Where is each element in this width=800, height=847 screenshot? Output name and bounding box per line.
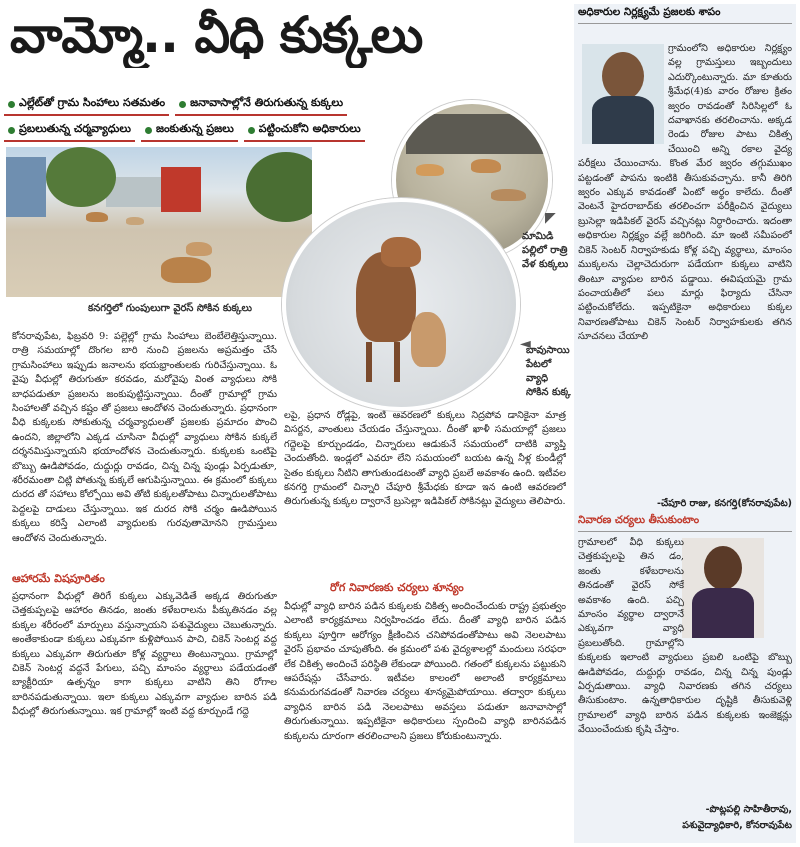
sidebar1-text: గ్రామంలోని అధికారుల నిర్లక్ష్యం వల్ల గ్రామస్తులు ఇబ్బందులు ఎదుర్కొంటున్నారు. మా కూతురు శ్రీమేధ(4)కు వారం రోజుల క్రితం జ్వరం రావడంతో సిరిసిల్లలో ఓ దవాఖానకు తరలించాను. అక్కడ రెండు రోజుల పాటు చికిత్స చేయించి అన్ని రకాల వైద్య పరీక్షలు చేయించాను. కొంత మేర జ్వరం తగ్గుముఖం పట్టడంతో పాపను ఇంటికి తీసుకువచ్చాను. కానీ తిరిగి జ్వరం ఎక్కువ కావడంతో ఏంటో అర్థం కాలేదు. దీంతో వెంటనే హైదరాబాద్‌కు తరలించగా పరీక్షించిన వైద్యులు బ్రుసెల్లా ఇడిపికల్‌ వైరస్‌ వచ్చినట్లు నిర్ధారించారు. ఇదంతా అధికారుల నిర్లక్ష్యం వల్లే జరిగింది. మా ఇంటి సమీపంలో చికెన్‌ సెంటర్‌ నిర్వాహకుడు కోళ్ల పచ్చి వ్యర్థాలు, మాంసం ముక్కలను చెల్లాచెదురుగా పడేయగా కుక్కలు వాటిని తింటూ వ్యాధుల బారిన పడ్డాయి. ఈవిషయమై గ్రామ పంచాయతీలో పలు మార్లు ఫిర్యాదు చేసినా పట్టించుకోలేదు. ఇప్పటికైనా అధికారులు కుక్కల నివారణతోపాటు చికెన్‌ సెంటర్‌ నిర్వాహకులకు తగిన సూచనలు చేయాలి <box>578 43 792 343</box>
tag-item: జంకుతున్న ప్రజలు <box>141 120 238 142</box>
sick-dog-photo <box>282 198 520 411</box>
article-col2-prevention: వీధుల్లో వ్యాధి బారిన పడిన కుక్కలకు చికిత్స అందించేందుకు రాష్ట్ర ప్రభుత్వం ఎలాంటి కార్యక్రమాలు నిర్వహించడం లేదు. దీంతో వ్యాధి బారిన పడిన కుక్కలు పూర్తిగా ఆరోగ్యం క్షీణించిన చనిపోవడంతోపాటు అవి నెలలపాటు వైరస్‌ ప్రభావం చూపుతోంది. ఈ క్రమంలో పశు వైద్యశాలల్లో మందులు సరఫరా లేక చికిత్స అందించే పరిస్థితి లేకుండా పోయింది. గతంలో కుక్కలను పట్టుకుని ఆపరేషన్లు చేసేవారు. ఇటీవల కాలంలో అలాంటి కార్యక్రమాలు కనుమరుగవడంతో నివారణ చర్యలు శూన్యమైపోయాయి. తద్వారా కుక్కలు వ్యాధిన బారిన పడి నెలలపాటు అవస్తలు పడుతూ జనావాసాల్లో తిరుగుతున్నాయి. ఇప్పటికైనా అధికారులు స్పందించి వ్యాధి బారినపడిన కుక్కలను దూరంగా తరలించాలని ప్రజలు కోరుకుంటున్నారు. <box>284 601 566 742</box>
tags-row-2 <box>4 120 365 142</box>
bullet-icon <box>8 101 15 108</box>
bullet-icon <box>8 127 15 134</box>
tag-item: పట్టించుకోని అధికారులు <box>244 120 365 142</box>
article-col1-food: ప్రధానంగా వీధుల్లో తిరిగే కుక్కలు ఎక్కువెడితే అక్కడ తిరుగుతూ చెత్తకుప్పలపై ఆహారం తినడం, జంతు కళేబరాలను పీక్కుతినడం వల్ల కుక్కల శరీరంలో మార్పులు వస్తున్నాయని పశువైద్యులు చెబుతున్నారు. అంతేకాకుండా కుక్కలు ఎక్కువగా కుళ్లిపోయిన పాచి, చికెన్‌ సెంటర్ల వద్ద కుక్కలు ఎక్కువగా తిరుగుతూ కోళ్ల వ్యర్థాలు తింటున్నాయి. గ్రామాల్లో చికెన్‌ సెంటర్ల వద్దనే పేగులు, పచ్చి మాంసం వ్యర్థాలు పడేయడంతో బ్యాక్టీరియా ఉత్పన్నం కాగా కుక్కలు వాటిని తిని రోగాల బారినపడుతున్నాయి. ఇలా కుక్కలు ఎక్కువగా వ్యాధుల బారిన పడి వీధుల్లో తిరుగుతున్నాయి. ఇక గ్రామాల్లో ఇంటి వద్ద కూర్చుండే గద్దె <box>12 591 277 718</box>
bullet-icon <box>179 101 186 108</box>
sidebar2-title: నివారణ చర్యలు తీసుకుంటాం <box>578 514 792 532</box>
bullet-icon <box>145 127 152 134</box>
street-dogs-photo <box>6 147 312 297</box>
sidebar2-byline-name: -పొట్లపల్లి సాహితీరావు, <box>705 804 792 815</box>
tag-item: ప్రబలుతున్న చర్మవ్యాధులు <box>4 120 135 142</box>
tag-item: జనావాసాల్లోనే తిరుగుతున్న కుక్కలు <box>175 94 347 116</box>
sidebar1-title: అధికారుల నిర్లక్ష్యమే ప్రజలకు శాపం <box>578 6 792 24</box>
pointer-arrow-icon: ◤ <box>545 210 556 226</box>
sidebar2-text: గ్రామాలలో వీధి కుక్కలు చెత్తకుప్పలపై తిన డం, జంతు కళేబరాలను తినడంతో వైరస్‌ సోకే అవకాశం ఉంది. పచ్చి మాంసం వ్యర్థాల ద్వారానే ఎక్కువగా వ్యాధి ప్రబలుతోంది. గ్రామాల్లోని కుక్కలకు ఇలాంటి వ్యాధులు ప్రబలి ఒంటిపై బొబ్బు ఊడిపోవడం, దుద్దుర్లు రావడం, చిన్న చిన్న పుండ్లు ఏర్పడుతాయి. వ్యాధి నివారణకు తగిన చర్యలు తీసుకుంటాం. ఉన్నతాధికారుల దృష్టికి తీసుకువెళ్లి గ్రామాలలో వ్యాధి బారిన పడిన కుక్కలకు ఇంజెక్షన్లు వేయించేందుకు కృషి చేస్తాం. <box>578 537 792 736</box>
caption-mamidi: మామిడి పల్లిలో రాత్రి వేళ కుక్కలు <box>522 231 569 270</box>
caption-street: కనగర్తిలో గుంపులుగా వైరస్‌ సోకిన కుక్కలు <box>88 303 252 314</box>
sidebar2-byline-role: పశువైద్యాధికారి, కోనరావుపేట <box>682 820 792 831</box>
tags-row-1 <box>4 94 347 116</box>
subhead-food-poison: ఆహారమే విషపూరితం <box>12 572 105 585</box>
subhead-prevention: రోగ నివారణకు చర్యలు శూన్యం <box>330 581 464 594</box>
headline: వామ్మో.. వీధి కుక్కలు <box>10 6 423 64</box>
sidebar <box>574 4 796 843</box>
article-col2-intro: లపై, ప్రధాన రోడ్లపై, ఇంటి ఆవరణలో కుక్కలు నిద్రపోవ డానికైనా మాత్ర విసర్జన, వాంతులు చేయడం చేస్తున్నాయి. దీంతో ఖాళీ సమయాల్లో ప్రజలు గద్దెలపై కూర్చుండడం, చిన్నారులు ఆడుకునే సమయంలో దాటికి వ్యాప్తి చెందుతోంది. ఇండ్లలో ఎవరూ లేని సమయంలో బయట ఉన్న నీళ్ల కుండీల్లో సైతం కుక్కలు నీటిని తాగుతుండటంతో వ్యాధి ప్రబలే అవకాశం ఉంది. ఇటీవల కనగర్తి గ్రామంలో చిన్నారి చేపూరి శ్రీమేధకు కూడా ఇన ఉంటి ఆవరణలో తిరుగుతున్న కుక్కల ద్వారానే బ్రుసెల్లా ఇడిపికల్‌ సోకినట్లు వైద్యులు తెలిపారు. <box>284 410 566 508</box>
bullet-icon <box>248 127 255 134</box>
caption-bavusai: బావుసాయి పేటలో వ్యాధి సోకిన కుక్క <box>526 345 571 398</box>
tag-item: ఎల్లేట్‌తో గ్రామ సింహాలు సతమతం <box>4 94 169 116</box>
sidebar1-byline: -చేపూరి రాజు, కనగర్తి(కోనరావుపేట) <box>657 498 792 509</box>
article-col1-intro: కోనరావుపేట, ఫిబ్రవరి 9: పల్లెల్లో గ్రామ సింహాలు బెంబేలెత్తిస్తున్నాయి. రాత్రి సమయాల్లో దొంగల బారి నుంచి ప్రజలను అప్రమత్తం చేసే గ్రామసింహాలు ఇప్పుడు జనాలను భయభ్రాంతులకు గురిచేస్తున్నాయి. ఓ వైపు వీధుల్లో తిరుగుతూ కరవడం, మరోవైపు వింత వ్యాధులు సోకి బాధపడుతూ ప్రజలను జంకుపుట్టిస్తున్నాయి. దీంతో గ్రామాల్లో గ్రామ సింహాలతో వచ్చిన కష్టం తో ప్రజలు ఆందోళన చెందుతున్నారు. ప్రధానంగా వీధి కుక్కలకు సోకుతున్న చర్మవ్యాధులతో ప్రజలకు ప్రమాదం పొంచి ఉందని, జిల్లాలోని ఎక్కడ చూసినా వీధుల్లో వ్యాధులు సోకిన కుక్కలే దర్శనమిస్తున్నాయని భయాందోళన చెందుతున్నారు. కుక్కలకు ఒంటిపై బొబ్బు ఊడిపోవడం, దుద్దుర్లు రావడం, చిన్న చిన్న పుండ్లు ఏర్పడుతూ, శరీరమంతా చిట్లి పోతున్న కుక్కలే ఆగుపిస్తున్నాయి. ఈ క్రమంలో కుక్కలు దురద తో సహాలు కోల్పోయి అవి తోటి కుక్కలతోపాటు చిన్నారులతోపాటు పెద్దలపై దాడులు చేస్తున్నాయి. ఇక దురద సోకి చర్మం ఊడిపోయిన కుక్కలు కరిస్తే ఎలాంటి వ్యాధులకు గురవుతామోనని గ్రామస్తులు ఆందోళన చెందుతున్నారు. <box>12 331 277 544</box>
pointer-arrow-icon: ◄ <box>520 336 531 352</box>
